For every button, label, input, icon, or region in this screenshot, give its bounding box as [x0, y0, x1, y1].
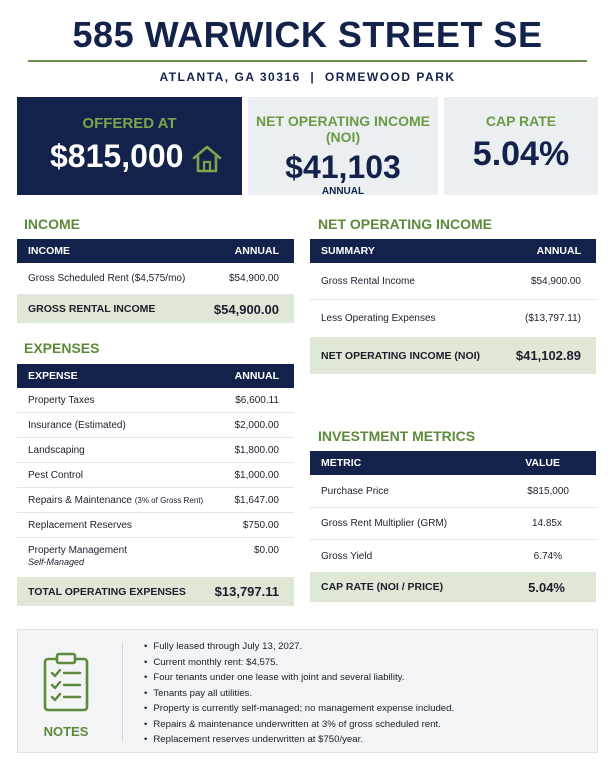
- row-value: $1,000.00: [234, 469, 279, 481]
- table-row: [17, 488, 294, 513]
- row-label: Less Operating Expenses: [321, 313, 436, 324]
- notes-label: NOTES: [43, 724, 89, 739]
- table-row: [17, 413, 294, 438]
- income-table: [17, 239, 294, 323]
- table-row: [310, 263, 596, 300]
- row-label: [17, 495, 235, 506]
- row-label: Gross Rent Multiplier (GRM): [321, 518, 448, 529]
- total-label: GROSS RENTAL INCOME: [28, 303, 156, 315]
- total-operating-expenses-row: [17, 577, 294, 606]
- cap-rate-card: [444, 97, 598, 195]
- annual-col-header: ANNUAL: [234, 370, 279, 382]
- total-label: NET OPERATING INCOME (NOI): [321, 349, 481, 362]
- table-row: [17, 538, 294, 577]
- row-value: $54,900.00: [228, 273, 279, 284]
- row-value: $2,000.00: [234, 419, 279, 431]
- list-item: • Tenants pay all utilities.: [144, 686, 454, 702]
- title-divider: [28, 60, 587, 62]
- row-value: $815,000: [527, 485, 569, 497]
- expenses-table-header: [17, 364, 294, 388]
- expenses-table: [17, 364, 294, 606]
- gross-rental-income-total-row: [17, 295, 294, 323]
- list-item: • Property is currently self-managed; no management expense included.: [144, 701, 454, 717]
- row-label-note: (3% of Gross Rent): [134, 495, 204, 505]
- row-label: Pest Control: [28, 469, 84, 481]
- total-label: TOTAL OPERATING EXPENSES: [28, 585, 186, 598]
- income-table-header: [17, 239, 294, 263]
- noi-section-title: NET OPERATING INCOME: [318, 216, 492, 232]
- noi-card-value: $41,103: [285, 149, 401, 185]
- investment-metrics-table: [310, 451, 596, 602]
- cap-rate-total-row: [310, 572, 596, 602]
- total-value: $41,102.89: [515, 348, 581, 363]
- row-label: Gross Yield: [321, 550, 373, 562]
- cap-rate-card-label: CAP RATE: [485, 113, 557, 129]
- total-value: $54,900.00: [213, 301, 279, 317]
- offered-at-value: $815,000: [50, 138, 184, 174]
- row-value: 14.85x: [531, 518, 562, 529]
- notes-list: [144, 639, 454, 748]
- investment-metrics-section-title: INVESTMENT METRICS: [318, 428, 476, 444]
- row-value: $750.00: [242, 519, 279, 531]
- table-row: [17, 513, 294, 538]
- annual-col-header: ANNUAL: [536, 245, 581, 257]
- notes-panel: [17, 629, 598, 753]
- metric-col-header: METRIC: [321, 457, 362, 469]
- clipboard-checklist-icon: [42, 652, 90, 712]
- row-label-text: Repairs & Maintenance: [28, 494, 132, 506]
- table-row: [17, 438, 294, 463]
- expenses-section-title: EXPENSES: [24, 340, 100, 356]
- table-row: [310, 508, 596, 540]
- row-value: $0.00: [253, 545, 279, 556]
- row-label: Purchase Price: [321, 485, 389, 497]
- table-row: [310, 300, 596, 337]
- offered-at-label: OFFERED AT: [82, 115, 177, 132]
- address-subtitle: ATLANTA, GA 30316 | ORMEWOOD PARK: [159, 70, 456, 84]
- row-label-sub: Self-Managed: [28, 557, 85, 567]
- total-label: CAP RATE (NOI / PRICE): [321, 581, 444, 593]
- row-label-text: Property Management: [28, 545, 127, 556]
- row-value: ($13,797.11): [525, 313, 581, 324]
- noi-table: [310, 239, 596, 374]
- table-row: [17, 463, 294, 488]
- noi-card-sub: ANNUAL: [321, 186, 365, 197]
- summary-col-header: SUMMARY: [321, 245, 375, 257]
- notes-divider: [122, 642, 123, 742]
- total-value: $13,797.11: [214, 584, 279, 599]
- row-value: 6.74%: [533, 550, 562, 562]
- annual-col-header: ANNUAL: [234, 245, 279, 257]
- total-value: 5.04%: [528, 579, 565, 595]
- table-row: [310, 475, 596, 508]
- row-value: $54,900.00: [530, 275, 581, 287]
- table-row: [17, 263, 294, 295]
- noi-total-row: [310, 337, 596, 374]
- row-value: $1,647.00: [234, 494, 279, 506]
- income-col-header: INCOME: [28, 245, 70, 257]
- row-label: Insurance (Estimated): [28, 419, 126, 431]
- list-item: • Four tenants under one lease with joint and several liability.: [144, 670, 454, 686]
- expense-col-header: EXPENSE: [28, 370, 78, 382]
- noi-table-header: [310, 239, 596, 263]
- row-value: $1,800.00: [234, 444, 279, 456]
- list-item: • Replacement reserves underwritten at $750/year.: [144, 732, 454, 748]
- row-label: Property Taxes: [28, 394, 95, 406]
- row-label: Gross Rental Income: [321, 275, 415, 287]
- row-value: $6,600.11: [235, 394, 279, 406]
- noi-card-label: NET OPERATING INCOME (NOI): [256, 113, 430, 145]
- row-label: Gross Scheduled Rent ($4,575/mo): [28, 273, 186, 284]
- value-col-header: VALUE: [525, 457, 560, 469]
- cap-rate-card-value: 5.04%: [472, 135, 570, 173]
- table-row: [17, 388, 294, 413]
- list-item: • Current monthly rent: $4,575.: [144, 655, 454, 671]
- list-item: • Fully leased through July 13, 2027.: [144, 639, 454, 655]
- list-item: • Repairs & maintenance underwritten at 3% of gross scheduled rent.: [144, 717, 454, 733]
- offered-at-card: [17, 97, 242, 195]
- row-label: Landscaping: [28, 444, 85, 456]
- house-icon: [191, 144, 223, 174]
- row-label: Replacement Reserves: [28, 519, 132, 531]
- page-title: 585 WARWICK STREET SE: [72, 14, 543, 55]
- row-label: [17, 545, 254, 567]
- metrics-table-header: [310, 451, 596, 475]
- noi-card: [248, 97, 438, 195]
- table-row: [310, 540, 596, 572]
- income-section-title: INCOME: [24, 216, 80, 232]
